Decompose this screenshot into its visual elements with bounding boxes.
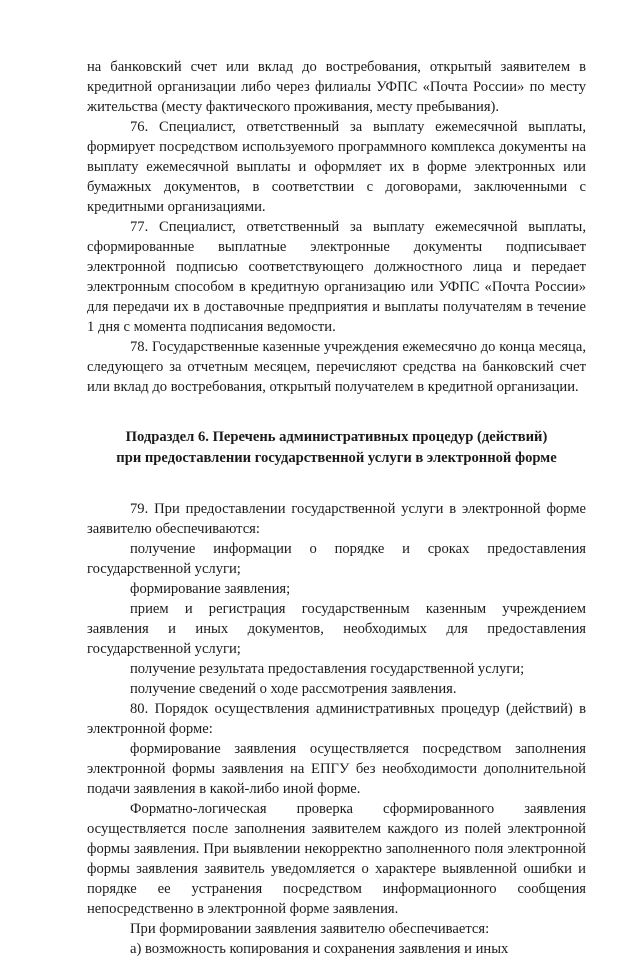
paragraph-format-check: Форматно-логическая проверка сформированного заявления осуществляется после заполнения заявителем каждого из полей электронной формы заявления. При выявлении некорректно заполненного поля электронной формы заявления заявитель уведомляется о характере выявленной ошибки и порядке ее устранения посредством информационного сообщения непосредственно в электронной форме заявления. xyxy=(87,801,586,917)
paragraph-79: 79. При предоставлении государственной услуги в электронной форме заявителю обеспечиваются: xyxy=(87,501,586,537)
paragraph-77: 77. Специалист, ответственный за выплату ежемесячной выплаты, сформированные выплатные электронные документы подписывает электронной подписью соответствующего должностного лица и передает электронным способом в кредитную организацию или УФПС «Почта России» для передачи их в доставочные предприятия и выплаты получателям в течение 1 дня с момента подписания ведомости. xyxy=(87,219,586,335)
paragraph-80: 80. Порядок осуществления административных процедур (действий) в электронной форме: xyxy=(87,701,586,737)
paragraph-78: 78. Государственные казенные учреждения ежемесячно до конца месяца, следующего за отчетным месяцем, перечисляют средства на банковский счет или вклад до востребования, открытый получателем в кредитной организации. xyxy=(87,339,586,395)
list-item: получение сведений о ходе рассмотрения заявления. xyxy=(130,681,457,697)
paragraph-form-provision: При формировании заявления заявителю обеспечивается: xyxy=(130,921,490,937)
list-item: получение информации о порядке и сроках предоставления государственной услуги; xyxy=(87,541,586,577)
paragraph-76: 76. Специалист, ответственный за выплату ежемесячной выплаты, формирует посредством используемого программного комплекса документы на выплату ежемесячной выплаты и оформляет их в форме электронных или бумажных документов, в соответствии с договорами, заключенными с кредитными организациями. xyxy=(87,119,586,215)
list-item: формирование заявления осуществляется посредством заполнения электронной формы заявления на ЕПГУ без необходимости дополнительной подачи заявления в какой-либо иной форме. xyxy=(87,741,586,797)
paragraph-continuation: на банковский счет или вклад до востребования, открытый заявителем в кредитной организации либо через филиалы УФПС «Почта России» по месту жительства (месту фактического проживания, месту пребывания). xyxy=(87,59,586,115)
list-item: формирование заявления; xyxy=(130,581,291,597)
section-heading-line-1: Подраздел 6. Перечень административных процедур (действий) xyxy=(125,429,548,445)
section-heading-line-2: при предоставлении государственной услуги в электронной форме xyxy=(116,450,557,466)
document-body xyxy=(87,57,586,959)
list-item: а) возможность копирования и сохранения заявления и иных xyxy=(130,941,509,957)
list-item: получение результата предоставления государственной услуги; xyxy=(130,661,525,677)
list-item: прием и регистрация государственным казенным учреждением заявления и иных документов, необходимых для предоставления государственной услуги; xyxy=(87,601,586,657)
section-heading xyxy=(87,427,586,469)
